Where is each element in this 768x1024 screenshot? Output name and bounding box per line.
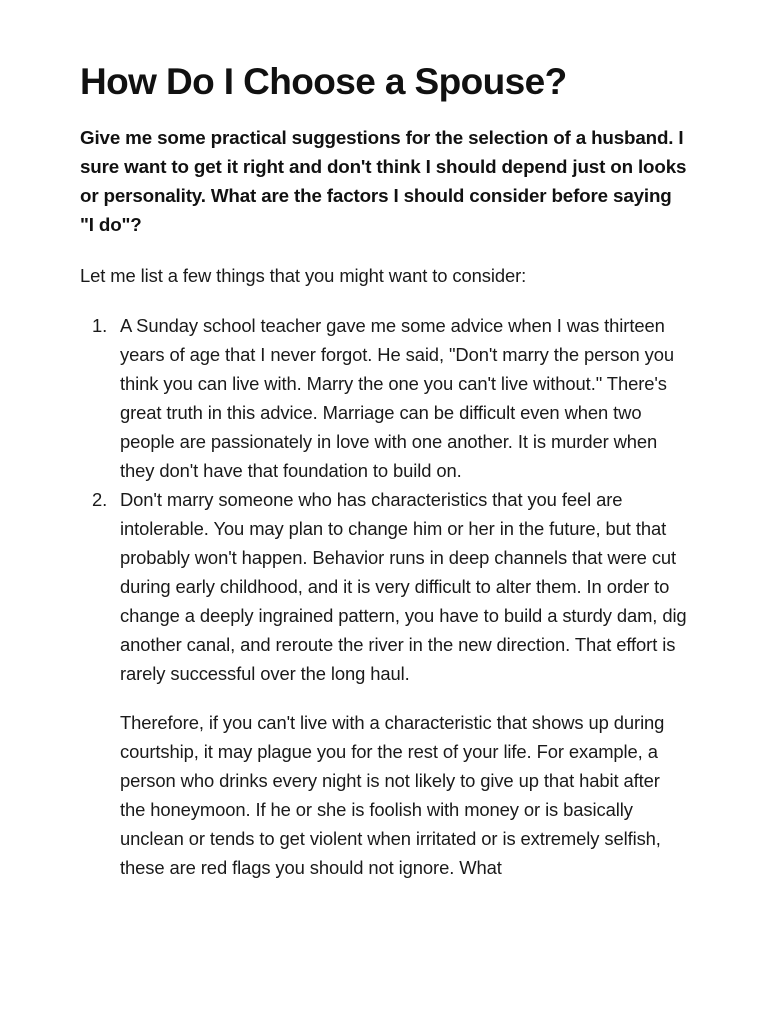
list-item-number: 2. (92, 489, 108, 510)
list-item-paragraph: A Sunday school teacher gave me some advice when I was thirteen years of age that I never forgot. He said, "Don't marry the person you think you can live with. Marry the one you can't live without." There's great truth in this advice. Marriage can be difficult even when two people are passionately in love with one another. It is murder when they don't have that foundation to build on. (120, 315, 675, 481)
answer-intro: Let me list a few things that you might want to consider: (80, 265, 527, 286)
answer-list (80, 311, 688, 882)
reader-question: Give me some practical suggestions for the selection of a husband. I sure want to get it right and don't think I should depend just on looks or personality. What are the factors I should consider before saying "I do"? (80, 127, 687, 235)
list-item-paragraph: Therefore, if you can't live with a characteristic that shows up during courtship, it may plague you for the rest of your life. For example, a person who drinks every night is not likely to give up that habit after the honeymoon. If he or she is foolish with money or is basically unclean or tends to get violent when irritated or is extremely selfish, these are red flags you should not ignore. What (120, 712, 665, 878)
list-item (92, 485, 688, 882)
list-item-number: 1. (92, 315, 108, 336)
list-item-paragraph: Don't marry someone who has characteristics that you feel are intolerable. You may plan to change him or her in the future, but that probably won't happen. Behavior runs in deep channels that were cut during early childhood, and it is very difficult to alter them. In order to change a deeply ingrained pattern, you have to build a sturdy dam, dig another canal, and reroute the river in the new direction. That effort is rarely successful over the long haul. (120, 489, 687, 684)
article-title: How Do I Choose a Spouse? (80, 61, 567, 102)
list-item (92, 311, 688, 485)
